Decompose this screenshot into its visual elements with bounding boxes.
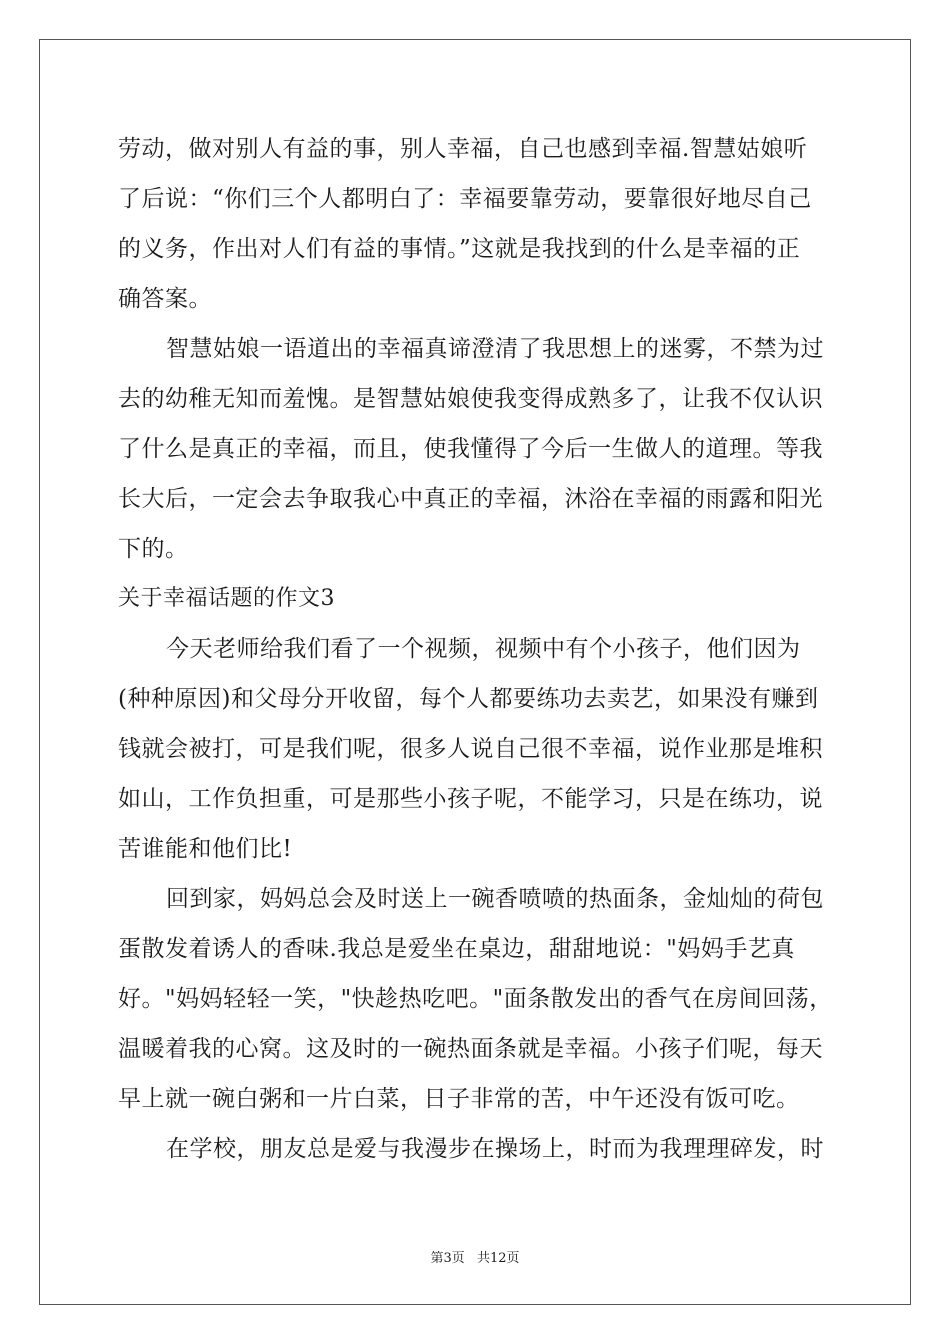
page-total: 共12页	[476, 1251, 520, 1266]
text-line: 苦谁能和他们比!	[118, 836, 293, 862]
text-line: 了后说：“你们三个人都明白了：幸福要靠劳动，要靠很好地尽自己	[118, 186, 812, 212]
text-line: 去的幼稚无知而羞愧。是智慧姑娘使我变得成熟多了，让我不仅认识	[118, 386, 823, 412]
text-line: 长大后，一定会去争取我心中真正的幸福，沐浴在幸福的雨露和阳光	[118, 486, 823, 512]
text-line: 回到家，妈妈总会及时送上一碗香喷喷的热面条，金灿灿的荷包	[166, 886, 824, 912]
document-body	[118, 124, 834, 1174]
text-line: 温暖着我的心窝。这及时的一碗热面条就是幸福。小孩子们呢，每天	[118, 1036, 823, 1062]
page-number: 第3页	[430, 1251, 465, 1266]
text-line: 下的。	[118, 536, 189, 562]
section-heading: 关于幸福话题的作文3	[118, 586, 335, 611]
text-line: 在学校，朋友总是爱与我漫步在操场上，时而为我理理碎发，时	[166, 1136, 824, 1162]
text-line: 蛋散发着诱人的香味.我总是爱坐在桌边，甜甜地说："妈妈手艺真	[118, 936, 795, 962]
text-line: 好。"妈妈轻轻一笑，"快趁热吃吧。"面条散发出的香气在房间回荡，	[118, 986, 833, 1012]
text-line: (种种原因)和父母分开收留，每个人都要练功去卖艺，如果没有赚到	[118, 686, 819, 712]
text-line: 今天老师给我们看了一个视频，视频中有个小孩子，他们因为	[166, 636, 801, 662]
page-footer	[0, 1247, 950, 1266]
text-line: 钱就会被打，可是我们呢，很多人说自己很不幸福，说作业那是堆积	[118, 736, 823, 762]
text-line: 早上就一碗白粥和一片白菜，日子非常的苦，中午还没有饭可吃。	[118, 1086, 800, 1112]
text-line: 如山，工作负担重，可是那些小孩子呢，不能学习，只是在练功，说	[118, 786, 823, 812]
text-line: 的义务，作出对人们有益的事情。”这就是我找到的什么是幸福的正	[118, 236, 801, 262]
text-line: 智慧姑娘一语道出的幸福真谛澄清了我思想上的迷雾，不禁为过	[166, 336, 824, 362]
text-line: 了什么是真正的幸福，而且，使我懂得了今后一生做人的道理。等我	[118, 436, 823, 462]
text-line: 劳动，做对别人有益的事，别人幸福，自己也感到幸福.智慧姑娘听	[118, 136, 808, 162]
text-line: 确答案。	[118, 286, 212, 312]
